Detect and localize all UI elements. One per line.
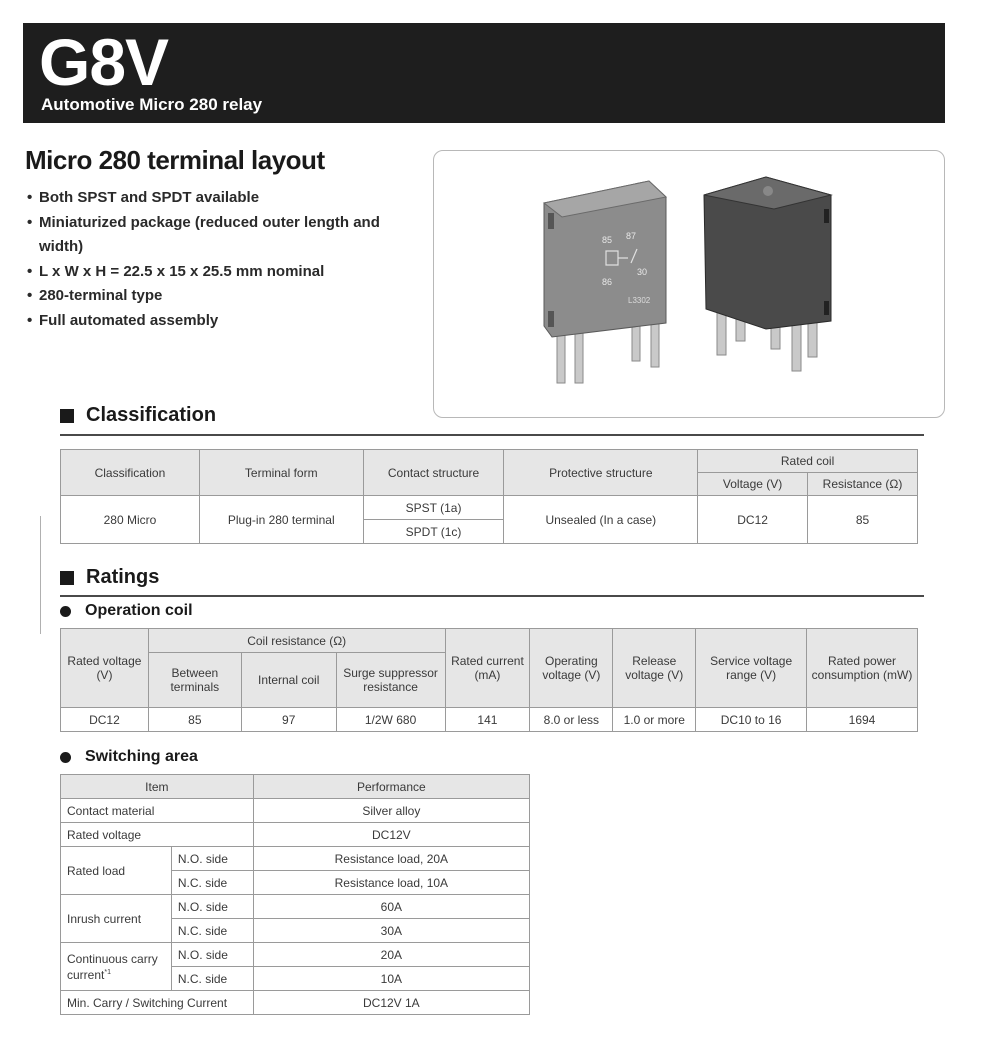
relay-illustration [434, 151, 946, 419]
margin-mark [40, 516, 41, 634]
relay-pin [717, 311, 726, 355]
coil-cell: 1/2W 680 [336, 708, 445, 732]
header-performance: Performance [253, 775, 529, 799]
row-value: 30A [253, 919, 529, 943]
relay-marking: L3302 [628, 296, 651, 305]
row-value: DC12V [253, 823, 529, 847]
coil-cell: 141 [445, 708, 530, 732]
operation-coil-table [60, 628, 918, 732]
side-label: N.C. side [171, 919, 253, 943]
coil-cell: 1.0 or more [613, 708, 696, 732]
header-operating-voltage: Operating voltage (V) [530, 629, 613, 708]
coil-cell: 85 [148, 708, 241, 732]
feature-list [27, 186, 427, 333]
operation-coil-heading: Operation coil [60, 602, 193, 620]
row-value: 60A [253, 895, 529, 919]
coil-cell: DC10 to 16 [696, 708, 807, 732]
coil-cell: 97 [241, 708, 336, 732]
header-rated-voltage: Rated voltage (V) [61, 629, 149, 708]
row-label: Rated voltage [61, 823, 254, 847]
cell-contact-spst: SPST (1a) [363, 496, 504, 520]
classification-table [60, 449, 918, 544]
row-label: Contact material [61, 799, 254, 823]
side-label: N.C. side [171, 871, 253, 895]
feature-item: • Full automated assembly [27, 309, 427, 334]
side-label: N.O. side [171, 895, 253, 919]
side-label: N.O. side [171, 943, 253, 967]
feature-item: • L x W x H = 22.5 x 15 x 25.5 mm nominal [27, 260, 427, 285]
row-value: Resistance load, 20A [253, 847, 529, 871]
header-protective-structure: Protective structure [504, 450, 698, 496]
row-value: DC12V 1A [253, 991, 529, 1015]
relay-label: 85 [602, 235, 613, 245]
cell-protective: Unsealed (In a case) [504, 496, 698, 544]
feature-item: • 280-terminal type [27, 284, 427, 309]
switching-table [60, 774, 530, 1015]
header-rated-power: Rated power consumption (mW) [807, 629, 918, 708]
footnote-mark: *1 [104, 968, 111, 976]
row-label-continuous: Continuous carry current$^{*1}$ [61, 943, 172, 991]
row-value: Resistance load, 10A [253, 871, 529, 895]
ratings-heading: Ratings [60, 566, 159, 589]
section-rule [60, 595, 924, 597]
row-label: Inrush current [61, 895, 172, 943]
square-bullet-icon [60, 409, 74, 423]
classification-heading: Classification [60, 404, 216, 427]
circle-bullet-icon [60, 606, 71, 617]
row-label: Rated load [61, 847, 172, 895]
circle-bullet-icon [60, 752, 71, 763]
header-voltage: Voltage (V) [698, 473, 808, 496]
model-name: G8V [39, 25, 169, 99]
product-photo [433, 150, 945, 418]
row-value: Silver alloy [253, 799, 529, 823]
cell-voltage: DC12 [698, 496, 808, 544]
model-subtitle: Automotive Micro 280 relay [41, 95, 263, 114]
square-bullet-icon [60, 571, 74, 585]
feature-item: • Miniaturized package (reduced outer length and width) [27, 211, 427, 260]
row-value: 20A [253, 943, 529, 967]
row-label: Min. Carry / Switching Current [61, 991, 254, 1015]
switching-area-heading: Switching area [60, 748, 198, 766]
header-banner [23, 23, 945, 123]
relay-label: 86 [602, 277, 613, 287]
relay-pin [651, 321, 659, 367]
row-value: 10A [253, 967, 529, 991]
layout-title: Micro 280 terminal layout [25, 145, 325, 175]
coil-cell: 1694 [807, 708, 918, 732]
header-service-range: Service voltage range (V) [696, 629, 807, 708]
side-label: N.C. side [171, 967, 253, 991]
cell-resistance: 85 [808, 496, 918, 544]
feature-item: • Both SPST and SPDT available [27, 186, 427, 211]
header-release-voltage: Release voltage (V) [613, 629, 696, 708]
cell-terminal-form: Plug-in 280 terminal [199, 496, 363, 544]
section-rule [60, 434, 924, 436]
header-coil-resistance: Coil resistance (Ω) [148, 629, 445, 653]
header-contact-structure: Contact structure [363, 450, 504, 496]
header-item: Item [61, 775, 254, 799]
header-surge: Surge suppressor resistance [336, 653, 445, 708]
header-between-terminals: Between terminals [148, 653, 241, 708]
header-terminal-form: Terminal form [199, 450, 363, 496]
relay-label: 87 [626, 231, 637, 241]
header-resistance: Resistance (Ω) [808, 473, 918, 496]
header-rated-current: Rated current (mA) [445, 629, 530, 708]
side-label: N.O. side [171, 847, 253, 871]
coil-cell: DC12 [61, 708, 149, 732]
relay-label: 30 [637, 267, 648, 277]
header-classification: Classification [61, 450, 200, 496]
coil-cell: 8.0 or less [530, 708, 613, 732]
cell-classification: 280 Micro [61, 496, 200, 544]
header-internal-coil: Internal coil [241, 653, 336, 708]
header-rated-coil: Rated coil [698, 450, 918, 473]
cell-contact-spdt: SPDT (1c) [363, 520, 504, 544]
